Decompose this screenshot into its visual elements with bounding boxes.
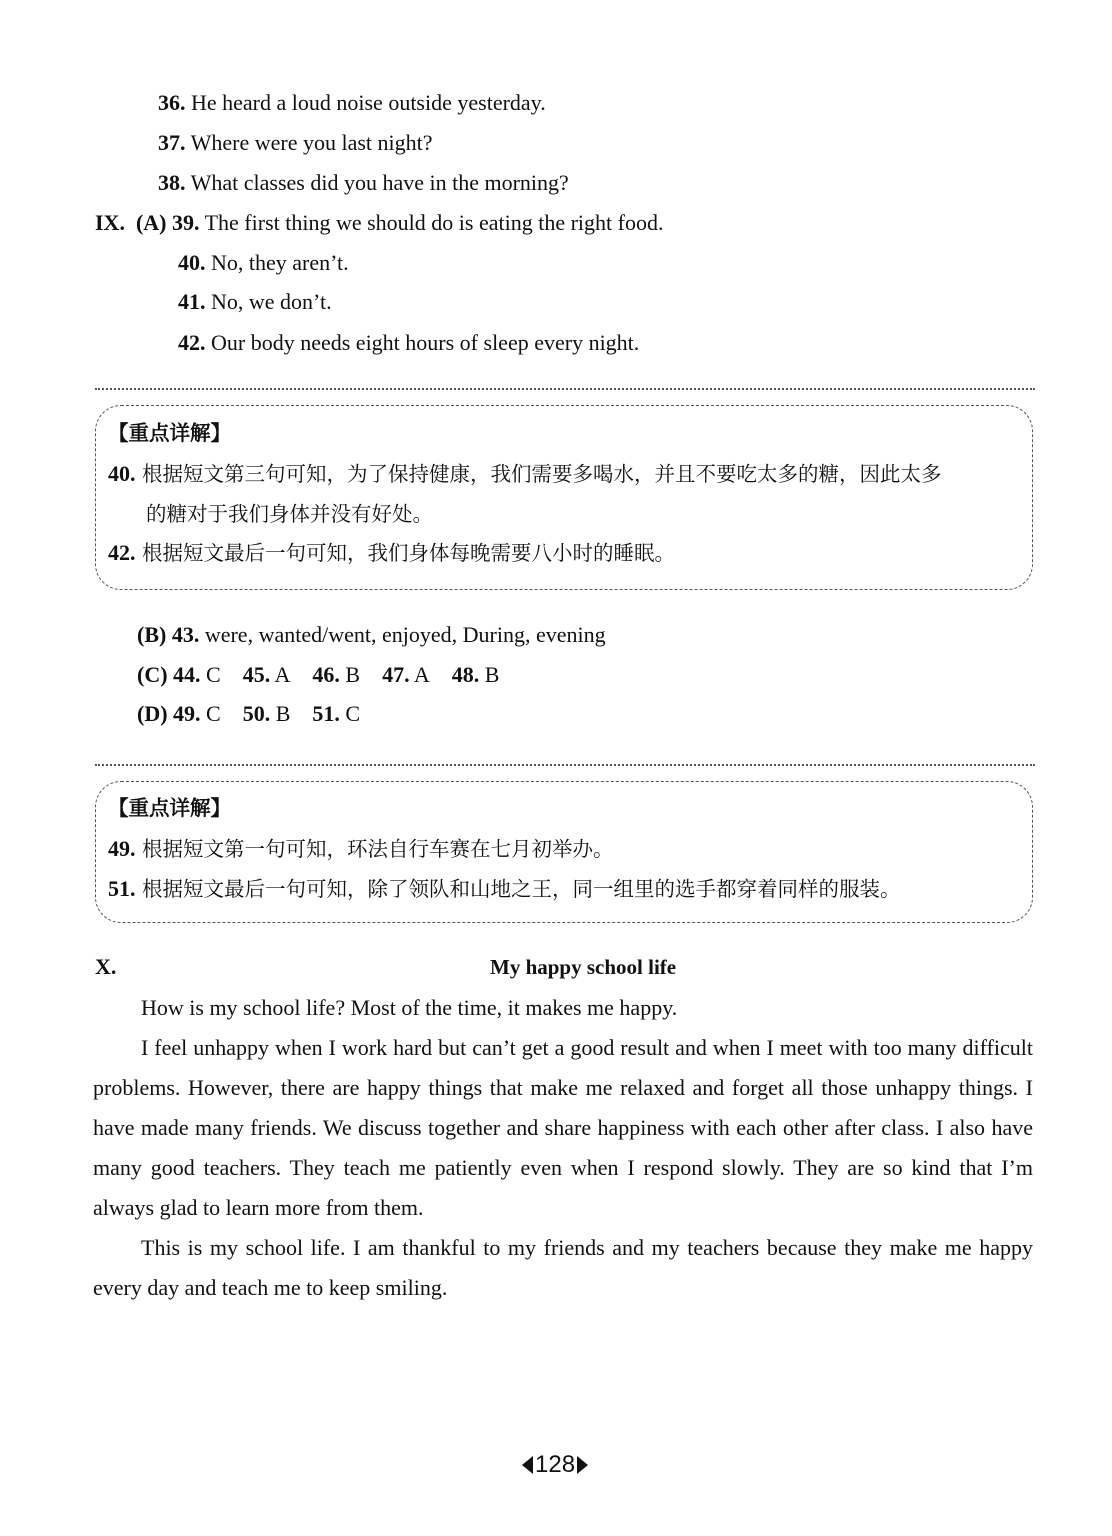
answer-37: 37. Where were you last night? — [158, 130, 433, 155]
left-triangle-icon — [522, 1456, 533, 1474]
answer-43: (B) 43. were, wanted/went, enjoyed, During, evening — [137, 622, 606, 647]
note-42: 42. 根据短文最后一句可知，我们身体每晚需要八小时的睡眠。 — [108, 540, 676, 565]
section-label-x: X. — [95, 954, 117, 979]
section-label-ix: IX. — [95, 210, 125, 235]
page-number: 128 — [522, 1450, 588, 1480]
answer-40: 40. No, they aren’t. — [178, 250, 349, 275]
essay-paragraph-2: I feel unhappy when I work hard but can’t get a good result and when I meet with too many difficult problems. However, there are happy things that make me relaxed and forget all those unhappy things. I have made many friends. We discuss together and share happiness with each other after class. I also have many good teachers. They teach me patiently even when I respond slowly. They are so kind that I’m always glad to learn more from them. — [93, 1035, 1033, 1220]
right-triangle-icon — [577, 1456, 588, 1474]
answer-42: 42. Our body needs eight hours of sleep every night. — [178, 330, 640, 355]
dotted-divider — [95, 388, 1035, 390]
answer-41: 41. No, we don’t. — [178, 289, 332, 314]
note-49: 49. 根据短文第一句可知，环法自行车赛在七月初举办。 — [108, 836, 614, 861]
note-51: 51. 根据短文最后一句可知，除了领队和山地之王，同一组里的选手都穿着同样的服装。 — [108, 876, 901, 901]
note-40: 40. 根据短文第三句可知，为了保持健康，我们需要多喝水，并且不要吃太多的糖，因此太多 — [108, 461, 942, 486]
answers-49-51: (D) 49. C 50. B 51. C — [137, 701, 361, 726]
note-40-cont: 的糖对于我们身体并没有好处。 — [146, 502, 433, 526]
note-heading: 【重点详解】 — [108, 421, 231, 445]
note-heading: 【重点详解】 — [108, 796, 231, 820]
answer-36: 36. He heard a loud noise outside yesterday. — [158, 90, 546, 115]
answer-39: IX. (A) 39. The first thing we should do is eating the right food. — [95, 210, 664, 235]
essay-paragraph-3: This is my school life. I am thankful to my friends and my teachers because they make me happy every day and teach me to keep smiling. — [93, 1235, 1033, 1300]
dotted-divider — [95, 764, 1035, 766]
essay-title: My happy school life — [490, 955, 677, 979]
essay-paragraph-1: How is my school life? Most of the time, it makes me happy. — [141, 995, 678, 1020]
answer-38: 38. What classes did you have in the morning? — [158, 170, 569, 195]
answers-44-48: (C) 44. C 45. A 46. B 47. A 48. B — [137, 662, 500, 687]
